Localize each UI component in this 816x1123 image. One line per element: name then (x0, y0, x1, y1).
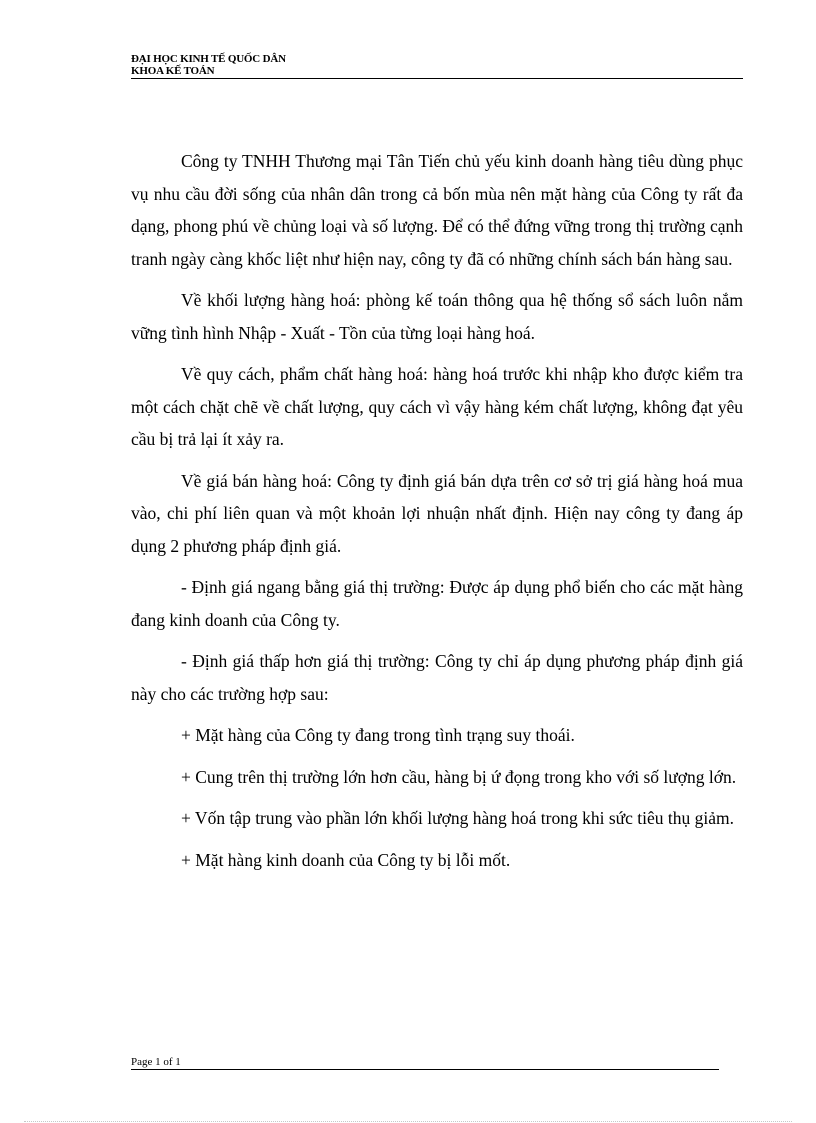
paragraph-intro: Công ty TNHH Thương mại Tân Tiến chủ yếu kinh doanh hàng tiêu dùng phục vụ nhu cầu đời sống của nhân dân trong cả bốn mùa nên mặt hàng của Công ty rất đa dạng, phong phú về chủng loại và số lượng. Để có thể đứng vững trong thị trường cạnh tranh ngày càng khốc liệt như hiện nay, công ty đã có những chính sách bán hàng sau. (131, 151, 743, 269)
page-number: Page 1 of 1 (131, 1056, 181, 1068)
page-header (131, 53, 743, 79)
header-university: ĐẠI HỌC KINH TẾ QUỐC DÂN (131, 53, 286, 65)
paragraph-quantity: Về khối lượng hàng hoá: phòng kế toán thông qua hệ thống sổ sách luôn nắm vững tình hình Nhập - Xuất - Tồn của từng loại hàng hoá. (131, 290, 743, 343)
page-footer (131, 1055, 719, 1070)
list-item: + Mặt hàng kinh doanh của Công ty bị lỗi mốt. (181, 849, 511, 870)
list-item: + Cung trên thị trường lớn hơn cầu, hàng bị ứ đọng trong kho với số lượng lớn. (181, 766, 737, 787)
document-body (131, 145, 743, 885)
paragraph-market-price: - Định giá ngang bằng giá thị trường: Được áp dụng phổ biến cho các mặt hàng đang kinh doanh của Công ty. (131, 577, 743, 630)
list-item: + Vốn tập trung vào phần lớn khối lượng hàng hoá trong khi sức tiêu thụ giảm. (181, 808, 734, 828)
paragraph-quality: Về quy cách, phẩm chất hàng hoá: hàng hoá trước khi nhập kho được kiểm tra một cách chặt chẽ về chất lượng, quy cách vì vậy hàng kém chất lượng, không đạt yêu cầu bị trả lại ít xảy ra. (131, 364, 743, 449)
header-faculty: KHOA KẾ TOÁN (131, 65, 215, 77)
page-edge-divider (24, 1121, 792, 1122)
paragraph-low-price: - Định giá thấp hơn giá thị trường: Công ty chỉ áp dụng phương pháp định giá này cho các trường hợp sau: (131, 651, 743, 704)
paragraph-pricing: Về giá bán hàng hoá: Công ty định giá bán dựa trên cơ sở trị giá hàng hoá mua vào, chi phí liên quan và một khoản lợi nhuận nhất định. Hiện nay công ty đang áp dụng 2 phương pháp định giá. (131, 470, 743, 556)
list-item: + Mặt hàng của Công ty đang trong tình trạng suy thoái. (181, 725, 575, 745)
